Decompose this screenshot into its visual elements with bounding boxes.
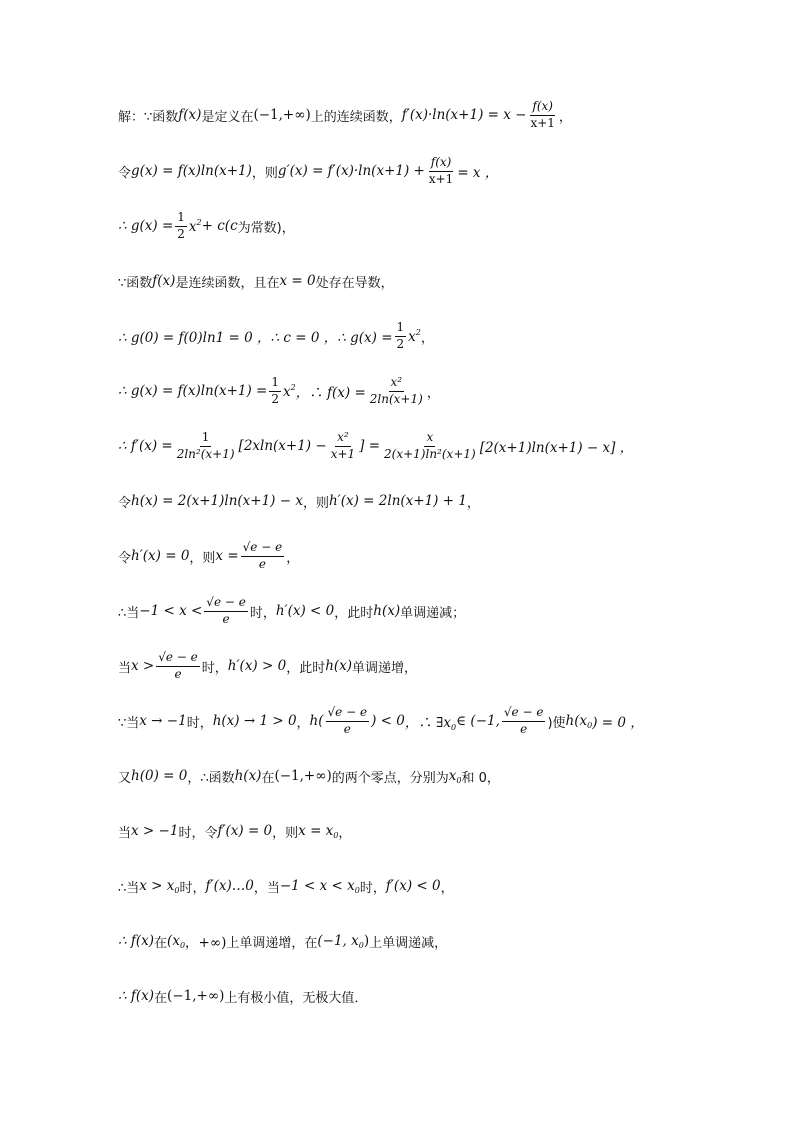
solution-line-6 [118, 368, 440, 414]
math: x = [215, 548, 239, 564]
solution-line-15 [118, 863, 454, 909]
text: 单调递减； [400, 605, 466, 621]
math: ，+∞) [185, 935, 227, 951]
denominator: e [343, 721, 351, 736]
text: ， [286, 550, 300, 566]
fraction [175, 211, 187, 242]
math: g(x) = f(x)ln(x+1) [131, 163, 252, 179]
math: (−1,+∞) [274, 768, 332, 784]
math: = x ， [457, 165, 499, 181]
text: 令 [118, 165, 132, 181]
text: 为常数)， [237, 220, 295, 236]
numerator: x [424, 431, 435, 447]
math: c [230, 218, 238, 234]
numerator: x² [335, 431, 351, 447]
base: x = x [298, 822, 334, 839]
math: h(x) [373, 603, 401, 619]
math: ∴ g(x) = f(x)ln(x+1) = [118, 383, 268, 399]
subscript: 0 [358, 940, 364, 950]
solution-line-2 [118, 148, 498, 194]
denominator: e [174, 666, 182, 681]
base: x [283, 383, 291, 400]
fraction [175, 431, 237, 462]
numerator: 1 [175, 211, 187, 227]
math: + c( [201, 218, 231, 234]
text: ，∴函数 [187, 770, 235, 786]
denominator: e [222, 611, 230, 626]
math [139, 878, 179, 895]
math: x → −1 [139, 713, 187, 729]
math [449, 768, 462, 785]
solution-line-11 [118, 643, 417, 689]
math [317, 933, 363, 950]
text: )使 [547, 715, 566, 731]
base: x [448, 767, 457, 784]
text: ∴当 [118, 605, 140, 621]
denominator: 2(x+1)ln²(x+1) [384, 446, 476, 461]
exponent: 2 [290, 382, 296, 392]
base: x [188, 218, 197, 235]
text: 又 [118, 770, 132, 786]
math [408, 328, 421, 345]
math: h(x) [234, 768, 262, 784]
math: (−1,+∞) [253, 107, 311, 123]
math: f′(x)·ln(x+1) = x − [401, 107, 527, 123]
denominator: 2ln²(x+1) [176, 446, 235, 461]
math: ∴ f(x) [118, 933, 155, 949]
denominator: 2ln(x+1) [369, 391, 423, 406]
text: ， [426, 385, 440, 401]
denominator: 2 [396, 336, 405, 351]
math [283, 383, 296, 400]
solution-line-1 [118, 92, 572, 138]
numerator: √e − e [156, 651, 200, 667]
math [167, 933, 185, 950]
text: ， [338, 825, 352, 841]
math [280, 878, 360, 895]
subscript: 0 [333, 830, 339, 840]
subscript: 0 [179, 940, 186, 950]
math: h( [309, 713, 324, 729]
text: 解： [118, 109, 145, 125]
math [298, 823, 338, 840]
solution-line-12 [118, 698, 644, 744]
numerator: f(x) [429, 156, 454, 172]
math: x > [131, 658, 155, 674]
text: ， [466, 495, 480, 511]
text: ， [420, 330, 434, 346]
math: ∴ g(0) = f(0)ln1 = 0 ，∴ c = 0 ，∴ g(x) = [118, 330, 393, 346]
solution-line-17 [118, 973, 367, 1019]
math: [2(x+1)ln(x+1) − x] ， [479, 440, 634, 456]
fraction [329, 431, 357, 462]
text: 在 [261, 770, 275, 786]
text: 当 [118, 825, 132, 841]
math [405, 711, 456, 732]
math: ∈ (−1, [456, 713, 500, 729]
numerator: √e − e [241, 541, 285, 557]
math: ∴ g(x) = [118, 218, 174, 234]
math: h(x) [325, 658, 353, 674]
text: 时， [186, 715, 213, 731]
text: 时， [249, 605, 276, 621]
fraction [326, 706, 370, 737]
math: f′(x)…0 [205, 878, 254, 894]
text: ，此时 [286, 660, 326, 676]
math: ) [363, 933, 370, 949]
text: 时，令 [178, 825, 218, 841]
math: ∴ f(x) [118, 988, 155, 1004]
text: ，则 [251, 165, 278, 181]
solution-line-8 [118, 478, 480, 524]
text: 处存在导数， [315, 275, 394, 291]
math: x > −1 [131, 823, 179, 839]
text: 在 [154, 990, 168, 1006]
text: ， [296, 715, 310, 731]
text: ， [440, 880, 454, 896]
math: ] = [359, 438, 381, 454]
text: ，此时 [334, 605, 374, 621]
numerator: 1 [269, 376, 281, 392]
text: 是连续函数，且在 [175, 275, 280, 291]
math: x = 0 [279, 273, 316, 289]
solution-line-7 [118, 423, 633, 469]
text: 单调递增， [352, 660, 418, 676]
text: 令 [118, 550, 132, 566]
fraction [502, 706, 546, 737]
text: 时， [359, 880, 386, 896]
solution-line-14 [118, 808, 351, 854]
math: h′(x) > 0 [227, 658, 287, 674]
numerator: 1 [395, 321, 407, 337]
text: ∵当 [118, 715, 140, 731]
math: (−1,+∞) [167, 988, 225, 1004]
subscript: 0 [174, 885, 180, 895]
math: g′(x) = f′(x)·ln(x+1) + [277, 163, 425, 179]
text: ， [558, 109, 572, 125]
math: h′(x) = 2ln(x+1) + 1 [328, 493, 467, 509]
text: 当 [118, 660, 132, 676]
math: ) = 0 ， [592, 715, 644, 731]
solution-line-3 [118, 203, 295, 249]
text: ∴当 [118, 880, 140, 896]
text: ∵函数 [118, 275, 153, 291]
denominator: x+1 [428, 171, 454, 186]
math: h′(x) = 0 [131, 548, 190, 564]
fraction [204, 596, 248, 627]
math [189, 218, 202, 235]
math: f′(x) = 0 [217, 823, 273, 839]
math: ∴ f′(x) = [118, 438, 173, 454]
numerator: √e − e [326, 706, 370, 722]
math: h′(x) < 0 [275, 603, 335, 619]
text: 上有极小值，无极大值． [224, 990, 368, 1006]
math: f(x) [152, 273, 176, 289]
denominator: x+1 [330, 446, 356, 461]
text: ，则 [272, 825, 299, 841]
base: h(x [565, 712, 588, 729]
denominator: 2 [271, 391, 280, 406]
math [566, 713, 593, 730]
base: x > x [139, 877, 175, 894]
math: ，∴ f(x) = [295, 385, 366, 401]
text: 时， [179, 880, 206, 896]
denominator: e [258, 556, 266, 571]
fraction [269, 376, 281, 407]
text: 上单调递减， [369, 935, 448, 951]
numerator: 1 [200, 431, 212, 447]
text: 的两个零点，分别为 [331, 770, 449, 786]
math: [2xln(x+1) − [238, 438, 327, 454]
math: ) < 0 [371, 713, 405, 729]
fraction [156, 651, 200, 682]
subscript: 0 [354, 885, 360, 895]
base: x [408, 328, 416, 345]
base: ，∴ ∃x [404, 714, 452, 731]
numerator: x² [389, 376, 405, 392]
numerator: f(x) [530, 100, 555, 116]
text: 令 [118, 495, 132, 511]
text: 时， [201, 660, 228, 676]
text: 上的连续函数， [310, 109, 402, 125]
exponent: 2 [196, 217, 202, 227]
solution-line-4 [118, 258, 394, 304]
exponent: 2 [415, 327, 421, 337]
text: ∵函数 [144, 109, 179, 125]
numerator: √e − e [204, 596, 248, 612]
fraction [528, 100, 556, 131]
fraction [427, 156, 455, 187]
base: (x [167, 932, 180, 949]
subscript: 0 [456, 775, 462, 785]
text: 在 [154, 935, 168, 951]
math: f′(x) < 0 [385, 878, 441, 894]
text: 上单调递增，在 [226, 935, 318, 951]
fraction [241, 541, 285, 572]
numerator: √e − e [502, 706, 546, 722]
text: 是定义在 [201, 109, 254, 125]
math: h(x) → 1 > 0 [212, 713, 297, 729]
text: ，则 [302, 495, 329, 511]
solution-line-13 [118, 753, 500, 799]
denominator: e [520, 721, 528, 736]
subscript: 0 [451, 722, 457, 732]
base: (−1, x [317, 932, 359, 949]
solution-line-10 [118, 588, 465, 634]
text: ，当 [253, 880, 280, 896]
subscript: 0 [587, 720, 593, 730]
solution-line-5 [118, 313, 434, 359]
base: −1 < x < x [279, 877, 355, 894]
math: h(0) = 0 [131, 768, 188, 784]
denominator: 2 [177, 226, 185, 241]
denominator: x+1 [530, 115, 555, 130]
fraction [395, 321, 407, 352]
math: h(x) = 2(x+1)ln(x+1) − x [131, 493, 303, 509]
text: 和 0， [461, 770, 500, 786]
fraction [368, 376, 425, 407]
solution-line-16 [118, 918, 447, 964]
math: −1 < x < [139, 603, 203, 619]
fraction [382, 431, 478, 462]
math: f(x) [178, 107, 202, 123]
solution-line-9 [118, 533, 299, 579]
text: ，则 [189, 550, 216, 566]
